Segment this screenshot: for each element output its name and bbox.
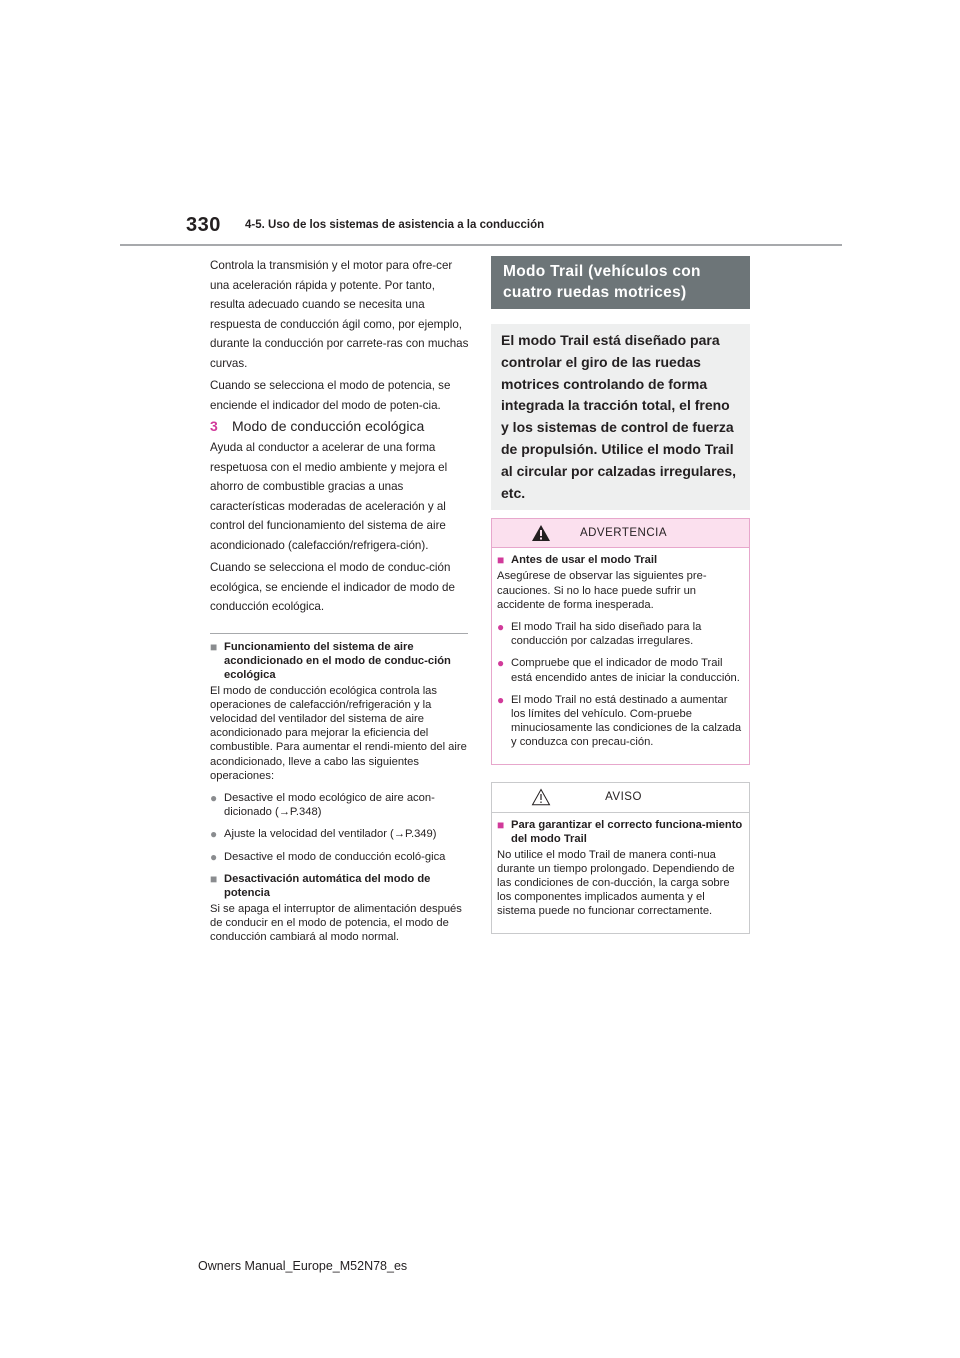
square-bullet-icon: ■ [497, 553, 505, 568]
square-bullet-icon: ■ [497, 817, 505, 832]
section-title: 4-5. Uso de los sistemas de asistencia a la conducción [245, 219, 545, 231]
list-item [497, 656, 744, 684]
eco-mode-paragraph: Ayuda al conductor a acelerar de una forma respetuosa con el medio ambiente y mejora el ahorro de combustible gracias a unas características moderadas de aceleración y al control del funcionamiento del sistema de aire acondicionado (calefacción/refrigera-ción). [210, 441, 448, 552]
round-bullet-icon: ● [497, 619, 505, 634]
round-bullet-icon: ● [497, 656, 505, 671]
list-item-text: Compruebe que el indicador de modo Trail está encendido antes de iniciar la conducción. [511, 657, 740, 684]
list-item-text: Desactive el modo de conducción ecoló-gica [224, 850, 446, 863]
subheading-text: Antes de usar el modo Trail [511, 554, 658, 567]
ac-body: El modo de conducción ecológica controla las operaciones de calefacción/refrigeración y la velocidad del ventilador del sistema de aire acondicionado para mejorar la eficiencia del combustible. Para aumentar el rendi-miento del aire acondicionado, lleve a cabo las siguientes operaciones: [210, 684, 467, 782]
square-bullet-icon: ■ [210, 871, 218, 886]
list-item [210, 850, 470, 864]
heading-number: 3 [210, 418, 218, 434]
list-item [210, 791, 470, 819]
list-item-text: El modo Trail no está destinado a aumentar los límites del vehículo. Com-pruebe minuciosamente las condiciones de la calzada y conduzca con precau-ción. [511, 693, 742, 749]
notice-body [492, 813, 749, 933]
trail-mode-banner: Modo Trail (vehículos con cuatro ruedas motrices) [491, 256, 750, 309]
notice-text: No utilice el modo Trail de manera conti-nua durante un tiempo prolongado. Dependiendo de las condiciones de con-ducción, la carga sobre los componentes implicados aumenta y el sistema puede no funcionar correctamente. [497, 848, 735, 918]
round-bullet-icon: ● [210, 790, 218, 805]
trail-mode-intro: El modo Trail está diseñado para controlar el giro de las ruedas motrices controlando de forma integrada la tracción total, el freno y los sistemas de control de fuerza de propulsión. Utilice el modo Trail al circular por calzadas irregulares, etc. [491, 324, 750, 510]
warning-label: ADVERTENCIA [579, 527, 668, 540]
list-item-text: Desactive el modo ecológico de aire acon-dicionado (→P.348) [224, 791, 435, 819]
list-item [497, 693, 744, 750]
header-divider [120, 244, 842, 246]
power-mode-paragraph: Controla la transmisión y el motor para ofre-cer una aceleración rápida y potente. Por tanto, resulta adecuado cuando se necesita una respuesta de conducción ágil como, por ejemplo, durante la conducción por carrete-ras con muchas curvas. [210, 259, 469, 370]
square-bullet-icon: ■ [210, 639, 218, 654]
page-footer: Owners Manual_Europe_M52N78_es [198, 1259, 408, 1273]
notice-label: AVISO [605, 791, 642, 804]
warning-subheading [497, 553, 744, 567]
round-bullet-icon: ● [210, 849, 218, 864]
caution-triangle-icon [531, 788, 551, 806]
auto-deactivation-subheading [210, 872, 470, 900]
round-bullet-icon: ● [497, 692, 505, 707]
power-mode-indicator-paragraph: Cuando se selecciona el modo de potencia, se enciende el indicador del modo de poten-cia. [210, 379, 451, 412]
ac-subheading [210, 640, 470, 682]
eco-mode-indicator-paragraph: Cuando se selecciona el modo de conduc-ción ecológica, se enciende el indicador de modo de conducción ecológica. [210, 561, 455, 613]
warning-text: Asegúrese de observar las siguientes pre-cauciones. Si no lo hace puede sufrir un accidente de forma inesperada. [497, 570, 707, 611]
list-item-text: Ajuste la velocidad del ventilador (→P.349) [224, 828, 437, 841]
notice-subheading [497, 818, 744, 846]
subheading-text: Para garantizar el correcto funciona-miento del modo Trail [511, 818, 743, 845]
warning-triangle-icon [531, 524, 551, 542]
subheading-text: Funcionamiento del sistema de aire acondicionado en el modo de conduc-ción ecológica [224, 640, 451, 681]
page-header [0, 0, 960, 250]
warning-header [492, 519, 749, 548]
page-number: 330 [186, 214, 221, 236]
list-item [497, 620, 744, 648]
list-item-text: El modo Trail ha sido diseñado para la conducción por calzadas irregulares. [511, 620, 702, 648]
left-column [210, 256, 470, 952]
notice-box [491, 782, 750, 934]
list-item [210, 827, 470, 841]
subheading-text: Desactivación automática del modo de potencia [224, 872, 431, 899]
notice-header [492, 783, 749, 812]
round-bullet-icon: ● [210, 827, 218, 842]
warning-box [491, 518, 750, 764]
section-divider [210, 633, 468, 634]
right-column [491, 256, 750, 934]
eco-mode-heading [210, 418, 470, 434]
heading-text: Modo de conducción ecológica [232, 418, 425, 434]
auto-deactivation-body: Si se apaga el interruptor de alimentación después de conducir en el modo de potencia, el modo de conducción cambiará al modo normal. [210, 902, 462, 944]
warning-body [492, 548, 749, 763]
